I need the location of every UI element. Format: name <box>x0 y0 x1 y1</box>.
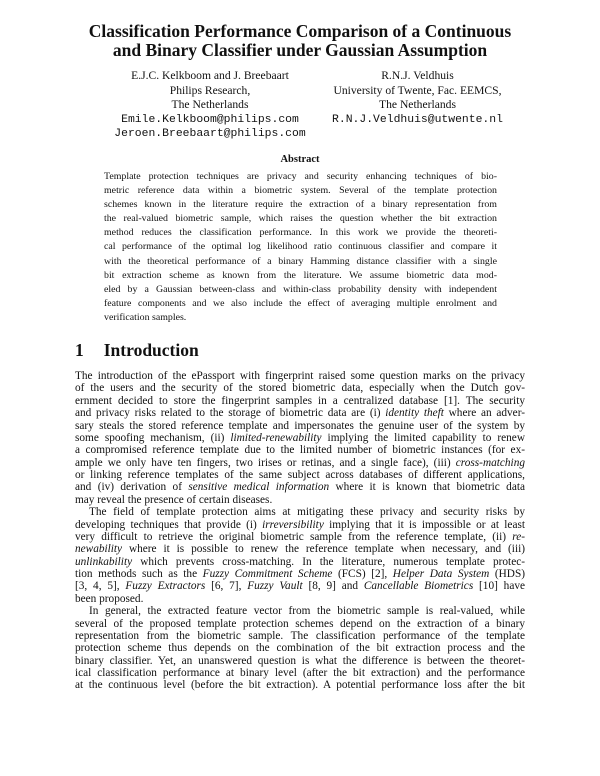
body-line: In general, the extracted feature vector from the biometric sample is real-valued, while <box>89 605 525 618</box>
body-line: binary classifier. Yet, an unanswered question is what the difference is between the theoret- <box>75 654 525 667</box>
body-line: ample we only have ten fingers, two irises or retinas, and a single face), (iii) cross-matching <box>75 456 525 469</box>
body-line: newability where it is possible to renew the reference template when necessary, and (iii) <box>75 543 525 556</box>
abstract-body <box>104 170 497 325</box>
body-line: may reveal the presence of certain diseases. <box>75 493 273 506</box>
section-heading <box>75 340 199 361</box>
emphasis: Cancellable Biometrics <box>363 580 474 593</box>
body-line: developing techniques that provide (i) irreversibility implying that it is impossible or at least <box>75 518 525 531</box>
body-line: [3, 4, 5], Fuzzy Extractors [6, 7], Fuzzy Vault [8, 9] and Cancellable Biometrics [10] have <box>75 580 526 593</box>
body-line: or linking reference templates of the same subject across databases of different applications, <box>75 469 525 481</box>
body-line: protection scheme thus depends on the combination of the bit extraction process and the <box>75 642 525 655</box>
section-number: 1 <box>75 340 84 360</box>
body-line: and privacy risks related to the storage of biometric data are (i) identity theft where an adver- <box>75 407 525 420</box>
abstract-line: with the theoretical performance of a binary Hamming distance classifier with a single <box>104 255 497 267</box>
body-line: at the continuous level (before the bit extraction). A potential performance loss after the bit <box>75 679 525 692</box>
abstract-line: the real-valued biometric sample, which raises the question whether the bit extraction <box>104 213 497 225</box>
emphasis: Helper Data System <box>392 568 490 580</box>
emphasis: Fuzzy Extractors <box>125 580 206 593</box>
abstract-line: feature components and we also include the effect of averaging multiple enrolment and <box>104 297 497 309</box>
body-line: a compromised reference template due to the limited number of biometric instances (for ex- <box>75 444 525 457</box>
section-body <box>75 370 525 692</box>
author-email[interactable]: R.N.J.Veldhuis@utwente.nl <box>332 113 503 126</box>
emphasis: re- <box>512 530 525 543</box>
author-affiliation: Philips Research, <box>169 83 251 97</box>
body-line: ernment decided to store the fingerprint samples in a centralized database [1]. The security <box>75 394 525 407</box>
abstract-line: cal performance of the optimal log likelihood ratio continuous classifier and compare it <box>104 241 497 253</box>
body-line: ical classification performance at binary level (after the bit extraction) and the performance <box>75 667 525 679</box>
emphasis: limited-renewability <box>230 431 322 444</box>
abstract-line: bit extraction scheme as known from the literature. We assume biometric data mod- <box>104 269 497 281</box>
emphasis: sensitive medical information <box>188 481 330 494</box>
author-block-left <box>95 69 325 142</box>
emphasis: unlinkability <box>75 555 133 568</box>
abstract-line: metric reference data within a biometric system. Several of the template protection <box>104 185 497 197</box>
author-names: E.J.C. Kelkboom and J. Breebaart <box>131 69 289 82</box>
abstract-heading: Abstract <box>280 154 320 165</box>
body-line: of the users and the security of the stored biometric data, especially when the Dutch gov- <box>75 382 525 395</box>
title-line-2: and Binary Classifier under Gaussian Assumption <box>112 40 488 60</box>
abstract-line: schemes known in the literature require the extraction of a binary representation from <box>104 199 497 211</box>
author-affiliation-country: The Netherlands <box>171 98 249 112</box>
emphasis: cross-matching <box>455 456 525 469</box>
author-affiliation: University of Twente, Fac. EEMCS, <box>333 83 502 97</box>
body-line: very difficult to retrieve the original biometric sample from the reference template, (ii) re- <box>75 530 525 543</box>
emphasis: irreversibility <box>262 518 324 531</box>
body-line: been proposed. <box>75 592 144 605</box>
title-line-1: Classification Performance Comparison of a Continuous <box>88 21 512 41</box>
body-line: The introduction of the ePassport with fingerprint raised some question marks on the privacy <box>75 370 525 382</box>
author-email[interactable]: Emile.Kelkboom@philips.com <box>121 113 299 126</box>
author-block-right <box>305 69 530 127</box>
emphasis: Fuzzy Vault <box>247 580 303 593</box>
body-line: representation from the biometric sample. The classification performance of the template <box>75 629 525 642</box>
body-line: sary steals the stored reference template and impersonates the genuine user of the system by <box>75 419 525 432</box>
author-names: R.N.J. Veldhuis <box>381 69 454 82</box>
author-email[interactable]: Jeroen.Breebaart@philips.com <box>114 128 306 141</box>
body-line: The field of template protection aims at mitigating these privacy and security risks by <box>89 506 525 519</box>
section-title: Introduction <box>103 340 199 360</box>
paper-title <box>60 22 540 60</box>
emphasis: Fuzzy Commitment Scheme <box>202 568 333 580</box>
abstract-line: method reduces the classification performance. In this work we provide the theoreti- <box>104 227 497 239</box>
body-line: tion methods such as the Fuzzy Commitment Scheme (FCS) [2], Helper Data System (HDS) <box>75 568 525 580</box>
abstract-line: Template protection techniques are privacy and security enhancing techniques of bio- <box>104 171 497 182</box>
author-affiliation-country: The Netherlands <box>379 98 456 112</box>
abstract-line: verification samples. <box>104 311 187 323</box>
body-line: several of the proposed template protection schemes depend on the extraction of a binary <box>75 617 525 630</box>
emphasis: newability <box>75 543 123 556</box>
body-line: some spoofing mechanism, (ii) limited-renewability implying the limited capability to renew <box>75 431 525 444</box>
body-line: and (iv) derivation of sensitive medical information where it is known that biometric data <box>75 481 525 494</box>
body-line: unlinkability which prevents cross-matching. In the literature, numerous template protec- <box>75 555 525 568</box>
abstract-line: eled by a Gaussian between-class and within-class probability density with independent <box>104 283 497 295</box>
emphasis: identity theft <box>385 407 444 420</box>
